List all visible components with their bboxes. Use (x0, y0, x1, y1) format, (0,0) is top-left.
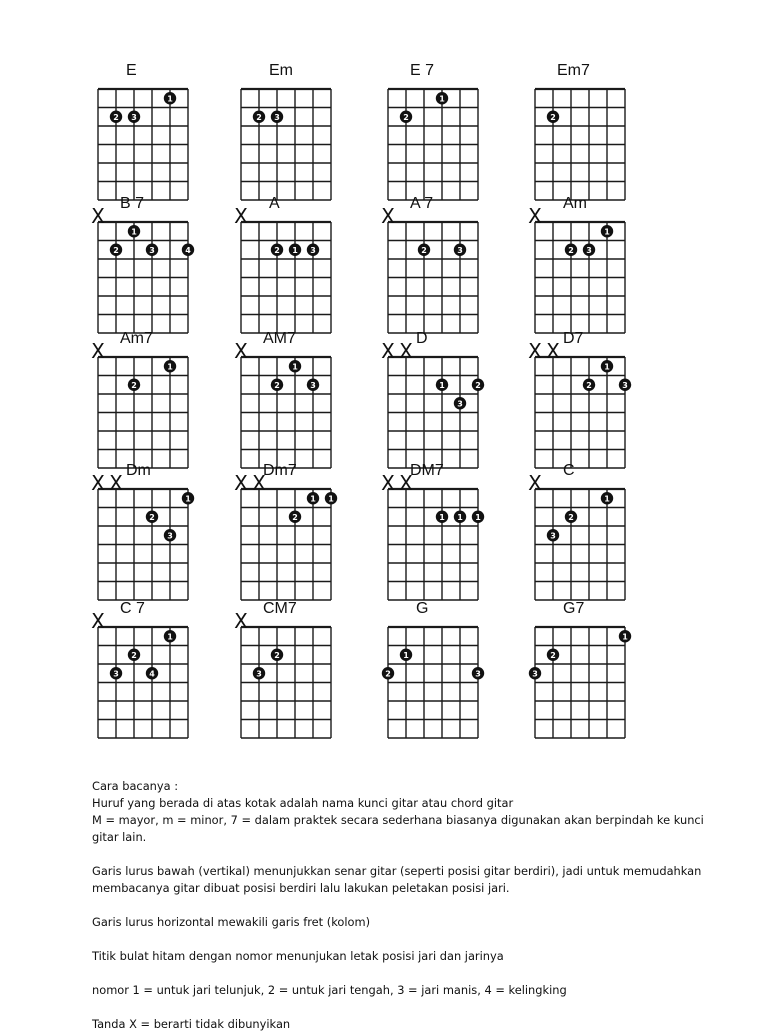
chord-diagram (535, 62, 675, 197)
finger-dot (565, 511, 577, 523)
finger-dot (472, 511, 484, 523)
svg-text:4: 4 (149, 669, 155, 679)
chord-name: G (416, 600, 429, 617)
svg-text:1: 1 (604, 494, 610, 504)
chord-diagram (381, 330, 528, 465)
svg-text:2: 2 (149, 512, 155, 522)
finger-dot (146, 244, 158, 256)
svg-text:2: 2 (550, 650, 556, 660)
svg-text:1: 1 (167, 632, 173, 642)
fret-grid (241, 89, 331, 200)
chord-name: AM7 (263, 330, 296, 347)
fret-grid (241, 357, 331, 468)
fretboard (91, 195, 238, 335)
instructions-frets: Garis lurus horizontal mewakili garis fret (kolom) (92, 915, 371, 929)
svg-text:2: 2 (256, 112, 262, 122)
chord-diagram (91, 330, 238, 465)
chord-diagram (234, 195, 381, 330)
chord-diagram (528, 330, 675, 465)
instructions-heading: Cara bacanya : (92, 779, 179, 793)
chord-diagram (91, 462, 238, 597)
finger-dot (289, 244, 301, 256)
muted-string-mark: X (399, 471, 413, 495)
chord-name: C 7 (120, 600, 145, 617)
svg-text:3: 3 (550, 531, 556, 541)
svg-text:3: 3 (149, 245, 155, 255)
chord-diagram (234, 600, 381, 735)
fretboard (532, 600, 675, 740)
finger-dot (182, 492, 194, 504)
finger-dot (583, 244, 595, 256)
svg-text:3: 3 (586, 245, 592, 255)
svg-text:1: 1 (475, 512, 481, 522)
chord-diagram (381, 195, 528, 330)
instructions-mute-mark: Tanda X = berarti tidak dibunyikan (92, 1017, 291, 1031)
finger-dot (110, 244, 122, 256)
chord-diagram (91, 195, 238, 330)
chord-name: D (416, 330, 428, 347)
svg-text:2: 2 (131, 380, 137, 390)
finger-dot (418, 244, 430, 256)
svg-text:3: 3 (310, 380, 316, 390)
svg-text:3: 3 (475, 669, 481, 679)
finger-dot (271, 244, 283, 256)
muted-string-mark: X (91, 471, 105, 495)
svg-text:1: 1 (131, 227, 137, 237)
svg-text:1: 1 (439, 512, 445, 522)
chord-name: Dm (126, 462, 151, 479)
finger-dot (146, 511, 158, 523)
fret-grid (98, 89, 188, 200)
muted-string-mark: X (234, 339, 248, 363)
fret-grid (388, 627, 478, 738)
chord-diagram (234, 330, 381, 465)
svg-text:1: 1 (622, 632, 628, 642)
svg-text:3: 3 (622, 380, 628, 390)
muted-string-mark: X (91, 204, 105, 228)
finger-dot (454, 397, 466, 409)
chord-diagram (528, 462, 675, 597)
svg-text:3: 3 (256, 669, 262, 679)
chord-name: Em7 (557, 62, 590, 79)
chord-name: CM7 (263, 600, 297, 617)
fretboard (91, 330, 238, 470)
finger-dot (128, 379, 140, 391)
chord-diagram (388, 62, 528, 197)
muted-string-mark: X (399, 339, 413, 363)
finger-dot (164, 630, 176, 642)
finger-dot (271, 111, 283, 123)
finger-dot (601, 360, 613, 372)
fret-grid (241, 627, 331, 738)
svg-text:2: 2 (568, 245, 574, 255)
fret-grid (241, 222, 331, 333)
fret-grid (535, 489, 625, 600)
chord-name: E 7 (410, 62, 435, 79)
muted-string-mark: X (234, 471, 248, 495)
instructions-dots: Titik bulat hitam dengan nomor menunjukan letak posisi jari dan jarinya (92, 949, 504, 963)
fretboard (234, 195, 381, 335)
svg-text:1: 1 (604, 227, 610, 237)
finger-dot (619, 630, 631, 642)
fretboard (234, 600, 381, 740)
svg-text:2: 2 (274, 380, 280, 390)
fretboard (234, 462, 381, 602)
fretboard (381, 195, 528, 335)
finger-dot (436, 511, 448, 523)
fret-grid (535, 627, 625, 738)
finger-dot (146, 667, 158, 679)
chord-diagram (528, 195, 675, 330)
finger-dot (601, 492, 613, 504)
finger-dot (128, 649, 140, 661)
finger-dot (547, 529, 559, 541)
svg-text:3: 3 (310, 245, 316, 255)
fret-grid (98, 357, 188, 468)
fret-grid (98, 222, 188, 333)
reading-instructions (92, 778, 722, 1033)
fret-grid (241, 489, 331, 600)
svg-text:2: 2 (274, 245, 280, 255)
instructions-strings: Garis lurus bawah (vertikal) menunjukkan senar gitar (seperti posisi gitar berdiri), jadi untuk memudahkan membacanya gitar dibuat posisi berdiri lalu lakukan peletakan posisi jari. (92, 864, 702, 895)
svg-text:1: 1 (167, 94, 173, 104)
finger-dot (454, 244, 466, 256)
finger-dot (472, 667, 484, 679)
fret-grid (98, 489, 188, 600)
muted-string-mark: X (546, 339, 560, 363)
svg-text:3: 3 (113, 669, 119, 679)
fret-grid (388, 357, 478, 468)
svg-text:2: 2 (475, 380, 481, 390)
finger-dot (400, 649, 412, 661)
finger-dot (436, 379, 448, 391)
finger-dot (583, 379, 595, 391)
fretboard (234, 330, 381, 470)
chord-diagram (91, 600, 238, 735)
chord-name: A (269, 195, 280, 212)
muted-string-mark: X (528, 339, 542, 363)
fretboard (528, 195, 675, 335)
chord-name: DM7 (410, 462, 444, 479)
chord-diagram (381, 462, 528, 597)
chord-name: Am (563, 195, 587, 212)
muted-string-mark: X (381, 204, 395, 228)
fretboard (91, 462, 238, 602)
chord-name: Dm7 (263, 462, 297, 479)
muted-string-mark: X (528, 204, 542, 228)
svg-text:2: 2 (385, 669, 391, 679)
finger-dot (619, 379, 631, 391)
finger-dot (307, 244, 319, 256)
finger-dot (307, 379, 319, 391)
finger-dot (182, 244, 194, 256)
instructions-finger-numbers: nomor 1 = untuk jari telunjuk, 2 = untuk jari tengah, 3 = jari manis, 4 = kelingking (92, 983, 567, 997)
chord-name: B 7 (120, 195, 145, 212)
svg-text:1: 1 (439, 380, 445, 390)
chord-diagram (241, 62, 381, 197)
finger-dot (164, 529, 176, 541)
svg-text:2: 2 (421, 245, 427, 255)
fret-grid (535, 357, 625, 468)
finger-dot (565, 244, 577, 256)
chord-name: A 7 (410, 195, 434, 212)
fret-grid (388, 489, 478, 600)
finger-dot (601, 225, 613, 237)
fretboard (528, 462, 675, 602)
fretboard (241, 62, 381, 202)
svg-text:1: 1 (403, 650, 409, 660)
svg-text:3: 3 (131, 112, 137, 122)
svg-text:3: 3 (457, 399, 463, 409)
fret-grid (388, 89, 478, 200)
fretboard (535, 62, 675, 202)
chord-diagram (234, 462, 381, 597)
fret-grid (98, 627, 188, 738)
chord-name: G7 (563, 600, 585, 617)
finger-dot (472, 379, 484, 391)
svg-text:3: 3 (167, 531, 173, 541)
svg-text:1: 1 (167, 362, 173, 372)
chord-name: Am7 (120, 330, 153, 347)
muted-string-mark: X (528, 471, 542, 495)
muted-string-mark: X (91, 339, 105, 363)
finger-dot (271, 379, 283, 391)
finger-dot (110, 667, 122, 679)
finger-dot (547, 649, 559, 661)
fret-grid (535, 89, 625, 200)
svg-text:2: 2 (113, 112, 119, 122)
muted-string-mark: X (234, 204, 248, 228)
finger-dot (164, 92, 176, 104)
finger-dot (253, 111, 265, 123)
finger-dot (400, 111, 412, 123)
finger-dot (307, 492, 319, 504)
svg-text:1: 1 (604, 362, 610, 372)
svg-text:2: 2 (274, 650, 280, 660)
instructions-line-chord-name: Huruf yang berada di atas kotak adalah nama kunci gitar atau chord gitar (92, 796, 514, 810)
fretboard (381, 330, 528, 470)
svg-text:2: 2 (131, 650, 137, 660)
fretboard (91, 600, 238, 740)
svg-text:3: 3 (274, 112, 280, 122)
svg-text:3: 3 (457, 245, 463, 255)
fretboard (98, 62, 238, 202)
finger-dot (436, 92, 448, 104)
svg-text:3: 3 (532, 669, 538, 679)
finger-dot (547, 111, 559, 123)
svg-text:1: 1 (439, 94, 445, 104)
finger-dot (454, 511, 466, 523)
fretboard (528, 330, 675, 470)
svg-text:2: 2 (292, 512, 298, 522)
finger-dot (382, 667, 394, 679)
svg-text:2: 2 (550, 112, 556, 122)
svg-text:2: 2 (113, 245, 119, 255)
finger-dot (289, 511, 301, 523)
finger-dot (325, 492, 337, 504)
muted-string-mark: X (252, 471, 266, 495)
svg-text:1: 1 (457, 512, 463, 522)
svg-text:1: 1 (185, 494, 191, 504)
finger-dot (253, 667, 265, 679)
svg-text:1: 1 (292, 245, 298, 255)
svg-text:1: 1 (328, 494, 334, 504)
instructions-line-abbreviations: M = mayor, m = minor, 7 = dalam praktek secara sederhana biasanya digunakan akan berpindah ke kunci gitar lain. (92, 813, 704, 844)
muted-string-mark: X (109, 471, 123, 495)
svg-text:1: 1 (310, 494, 316, 504)
chord-name: Em (269, 62, 293, 79)
fretboard (388, 62, 528, 202)
svg-text:2: 2 (568, 512, 574, 522)
fret-grid (388, 222, 478, 333)
svg-text:2: 2 (586, 380, 592, 390)
chord-diagram (98, 62, 238, 197)
muted-string-mark: X (234, 609, 248, 633)
fretboard (385, 600, 528, 740)
fret-grid (535, 222, 625, 333)
finger-dot (271, 649, 283, 661)
finger-dot (110, 111, 122, 123)
svg-text:1: 1 (292, 362, 298, 372)
chord-name: E (126, 62, 137, 79)
chord-diagram (532, 600, 675, 735)
chord-name: D7 (563, 330, 584, 347)
chord-diagram (385, 600, 528, 735)
finger-dot (128, 111, 140, 123)
finger-dot (128, 225, 140, 237)
fretboard (381, 462, 528, 602)
chord-name: C (563, 462, 575, 479)
muted-string-mark: X (91, 609, 105, 633)
muted-string-mark: X (381, 339, 395, 363)
svg-text:2: 2 (403, 112, 409, 122)
finger-dot (529, 667, 541, 679)
muted-string-mark: X (381, 471, 395, 495)
finger-dot (164, 360, 176, 372)
finger-dot (289, 360, 301, 372)
svg-text:4: 4 (185, 245, 191, 255)
